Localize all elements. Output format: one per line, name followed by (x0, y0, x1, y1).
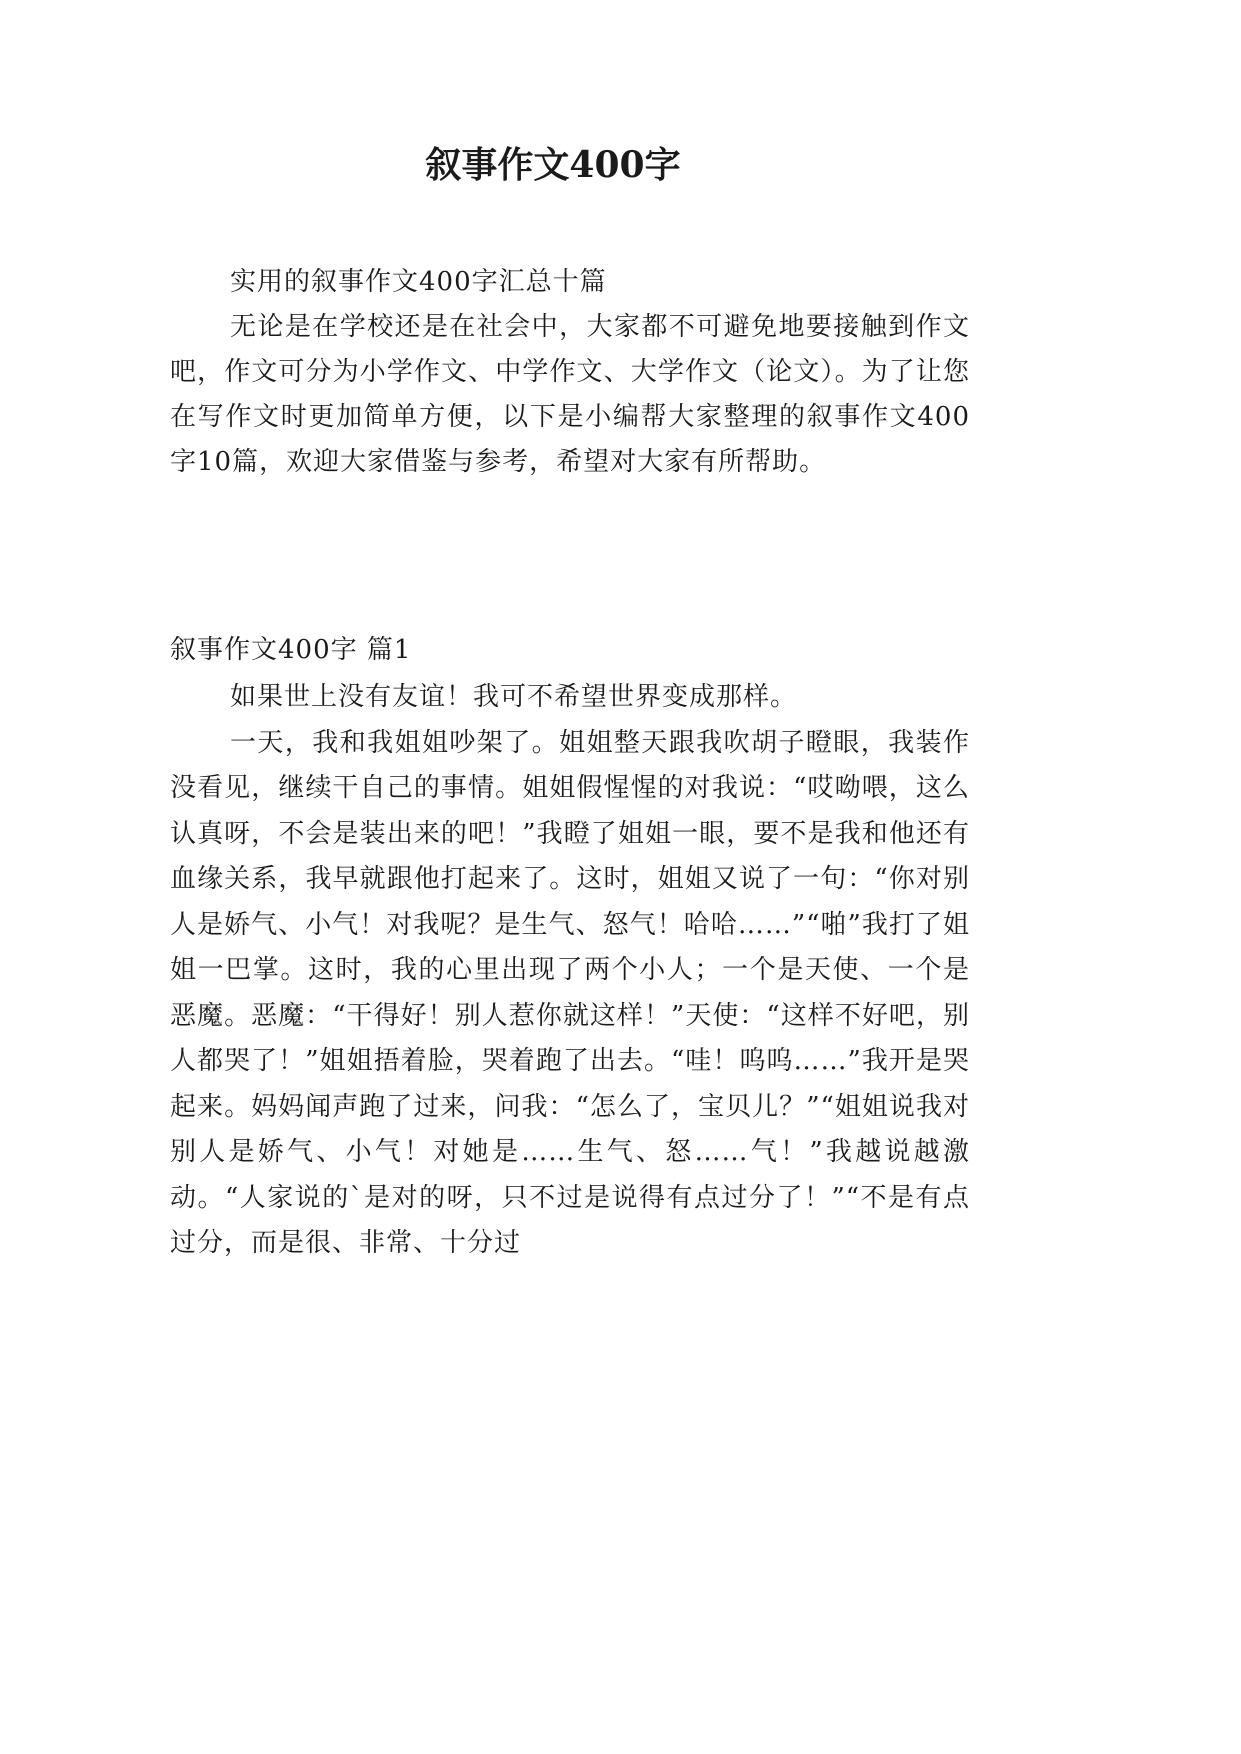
intro-section (170, 260, 970, 485)
page-title: 叙事作文400字 (425, 144, 681, 186)
essay-paragraph: 如果世上没有友谊！我可不希望世界变成那样。 (230, 682, 798, 712)
intro-paragraph: 无论是在学校还是在社会中，大家都不可避免地要接触到作文吧，作文可分为小学作文、中学作文、大学作文（论文）。为了让您在写作文时更加简单方便，以下是小编帮大家整理的叙事作文400字10篇，欢迎大家借鉴与参考，希望对大家有所帮助。 (170, 312, 970, 477)
essay-paragraph: 一天，我和我姐姐吵架了。姐姐整天跟我吹胡子瞪眼，我装作没看见，继续干自己的事情。姐姐假惺惺的对我说：“哎呦喂，这么认真呀，不会是装出来的吧！”我瞪了姐姐一眼，要不是我和他还有血缘关系，我早就跟他打起来了。这时，姐姐又说了一句：“你对别人是娇气、小气！对我呢？是生气、怒气！哈哈……”“啪”我打了姐姐一巴掌。这时，我的心里出现了两个小人；一个是天使、一个是恶魔。恶魔：“干得好！别人惹你就这样！”天使：“这样不好吧，别人都哭了！”姐姐捂着脸，哭着跑了出去。“哇！呜呜……”我开是哭起来。妈妈闻声跑了过来，问我：“怎么了，宝贝儿？”“姐姐说我对别人是娇气、小气！对她是……生气、怒……气！”我越说越激动。“人家说的`是对的呀，只不过是说得有点过分了！”“不是有点过分，而是很、非常、十分过 (170, 727, 970, 1258)
essay-body (170, 675, 970, 1267)
section-heading: 叙事作文400字 篇1 (170, 635, 412, 665)
intro-paragraph: 实用的叙事作文400字汇总十篇 (230, 267, 607, 297)
